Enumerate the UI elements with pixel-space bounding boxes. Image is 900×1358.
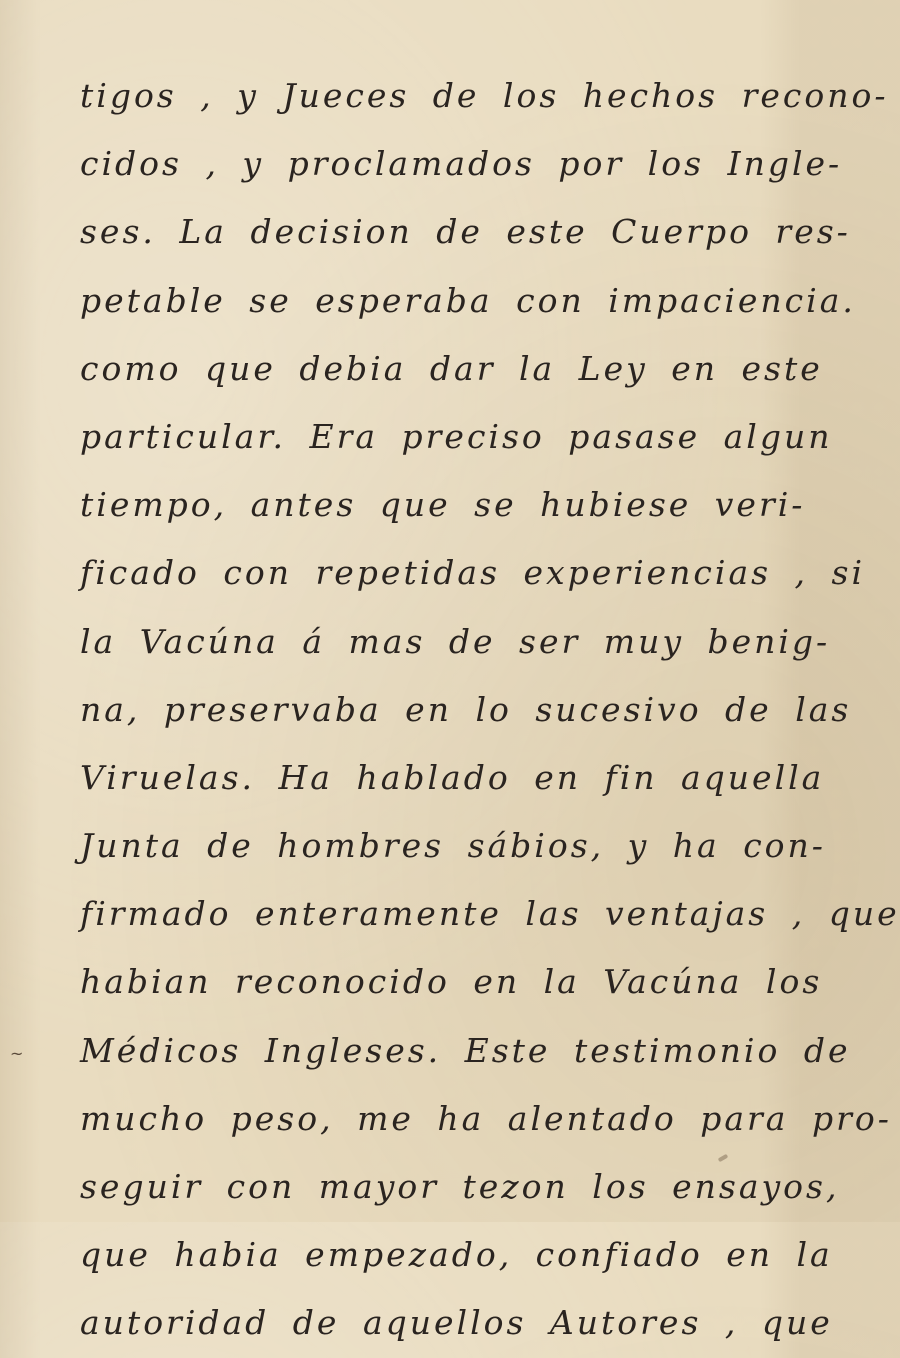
text-line-19: autoridad de aquellos Autores , que [80,1303,833,1343]
text-line-1: tigos , y Jueces de los hechos recono- [80,76,889,115]
page-text [80,62,900,1358]
margin-mark: ~ [10,1044,24,1063]
text-line-14: habian reconocido en la Vacúna los [80,962,823,1002]
text-line-17: seguir con mayor tezon los ensayos, [80,1167,840,1206]
text-line-16: mucho peso, me ha alentado para pro- [80,1098,892,1138]
text-line-18: que habia empezado, confiado en la [80,1235,833,1275]
text-line-13: firmado enteramente las ventajas , que [80,894,900,934]
text-line-2: cidos , y proclamados por los Ingle- [80,144,843,184]
text-line-6: particular. Era preciso pasase algun [80,416,833,456]
text-line-8: ficado con repetidas experiencias , si [80,553,866,593]
text-line-9: la Vacúna á mas de ser muy benig- [80,621,831,661]
text-line-11: Viruelas. Ha hablado en fin aquella [80,757,825,797]
text-line-10: na, preservaba en lo sucesivo de las [80,689,852,729]
text-line-4: petable se esperaba con impaciencia. [80,280,856,320]
text-line-15: Médicos Ingleses. Este testimonio de [80,1030,851,1070]
text-line-3: ses. La decision de este Cuerpo res- [80,212,851,252]
text-line-7: tiempo, antes que se hubiese veri- [80,485,806,525]
text-line-12: Junta de hombres sábios, y ha con- [80,826,826,866]
text-line-5: como que debia dar la Ley en este [80,348,823,388]
